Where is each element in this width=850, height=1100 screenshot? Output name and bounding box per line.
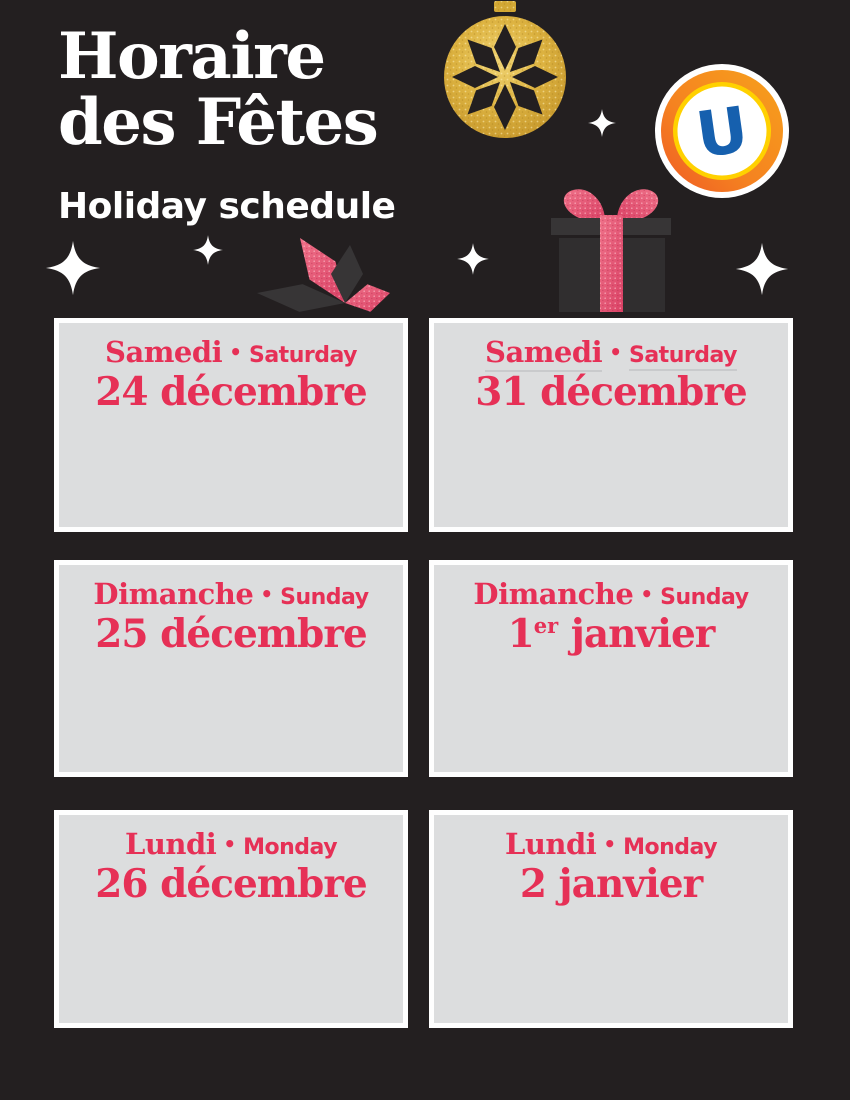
day-french: Lundi	[504, 827, 597, 861]
poster-title	[58, 19, 378, 160]
date-text: 31 décembre	[475, 369, 747, 415]
uniprix-logo	[653, 62, 791, 200]
date-text: 24 décembre	[95, 369, 367, 415]
schedule-card-dec-26	[54, 810, 408, 1028]
gift-box-icon	[549, 182, 675, 314]
day-english: Monday	[623, 835, 718, 860]
schedule-card-dec-24	[54, 318, 408, 532]
day-french: Lundi	[124, 827, 217, 861]
logo-letter: U	[691, 92, 753, 173]
poster-title-line2: des Fêtes	[58, 84, 378, 160]
sparkle-icon	[587, 106, 617, 140]
day-french: Dimanche	[473, 577, 634, 611]
sparkle-icon	[192, 234, 224, 266]
date-superscript: er	[533, 613, 559, 638]
bullet-separator: •	[609, 340, 622, 364]
card-day-line	[434, 335, 788, 369]
date-text: 2 janvier	[519, 861, 703, 907]
day-english: Sunday	[280, 585, 369, 610]
schedule-card-dec-25	[54, 560, 408, 777]
card-day-line	[434, 577, 788, 611]
card-date	[434, 611, 788, 657]
sparkle-icon	[44, 239, 102, 297]
date-text: 1	[507, 611, 534, 657]
schedule-card-jan-2	[429, 810, 793, 1028]
date-text: 26 décembre	[95, 861, 367, 907]
bullet-separator: •	[223, 832, 237, 856]
card-day-line	[59, 577, 403, 611]
card-date	[59, 611, 403, 657]
diamond-flower-icon	[248, 230, 398, 320]
card-day-line	[434, 827, 788, 861]
day-english: Monday	[243, 835, 338, 860]
card-day-line	[59, 827, 403, 861]
day-english: Saturday	[248, 343, 357, 368]
card-date	[434, 369, 788, 415]
schedule-card-dec-31	[429, 318, 793, 532]
day-english: Saturday	[629, 343, 737, 371]
day-french: Samedi	[105, 335, 223, 369]
card-date	[59, 861, 403, 907]
day-english: Sunday	[660, 585, 749, 610]
bullet-separator: •	[640, 582, 654, 606]
bullet-separator: •	[260, 582, 274, 606]
sparkle-icon	[734, 240, 790, 298]
date-text: 25 décembre	[95, 611, 367, 657]
date-text: janvier	[558, 611, 715, 657]
card-day-line	[59, 335, 403, 369]
poster-subtitle: Holiday schedule	[58, 186, 396, 227]
bullet-separator: •	[603, 832, 617, 856]
card-date	[434, 861, 788, 907]
sparkle-icon	[456, 240, 490, 278]
day-french: Samedi	[485, 335, 602, 372]
poster-title-line1: Horaire	[58, 19, 325, 94]
day-french: Dimanche	[93, 577, 254, 611]
bullet-separator: •	[229, 340, 242, 364]
christmas-ornament-icon	[440, 0, 570, 146]
card-date	[59, 369, 403, 415]
schedule-card-jan-1	[429, 560, 793, 777]
